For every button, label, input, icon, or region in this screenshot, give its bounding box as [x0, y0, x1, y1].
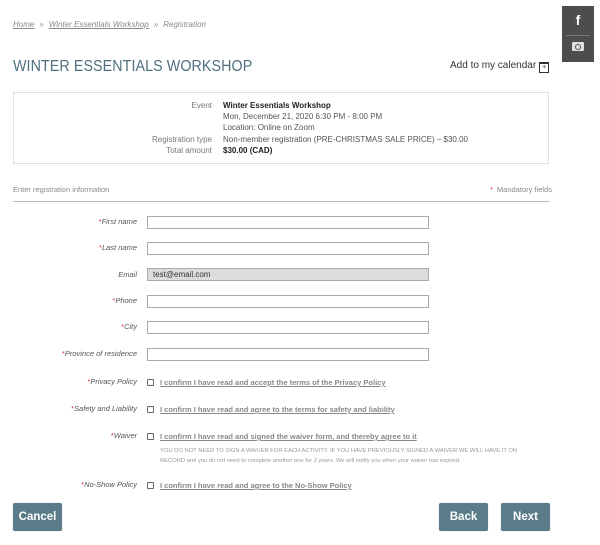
mandatory-fields-note	[490, 185, 552, 194]
add-to-calendar-link[interactable]	[450, 60, 549, 72]
calendar-plus-icon: +	[539, 62, 549, 73]
required-mark: *	[490, 185, 493, 194]
event-summary-box	[13, 92, 549, 164]
privacy-policy-label	[12, 377, 137, 386]
province-input[interactable]	[147, 348, 429, 361]
social-share-bar	[562, 6, 594, 62]
page-title: WINTER ESSENTIALS WORKSHOP	[13, 58, 253, 75]
add-to-calendar-label: Add to my calendar	[450, 60, 537, 71]
event-label: Event	[191, 101, 212, 110]
waiver-label-text: Waiver	[113, 431, 137, 440]
waiver-checkbox[interactable]	[147, 433, 154, 440]
city-input[interactable]	[147, 321, 429, 334]
waiver-note-line-2: RECORD and you do not need to complete another one for 2 years. We will notify you when your waiver has expired.	[160, 458, 461, 464]
first-name-label	[12, 217, 137, 226]
section-title: Enter registration information	[13, 185, 110, 194]
registration-type-value: Non-member registration (PRE-CHRISTMAS SALE PRICE) – $30.00	[223, 135, 468, 144]
safety-liability-label-text: Safety and Liability	[74, 404, 137, 413]
first-name-label-text: First name	[101, 217, 137, 226]
required-mark: *	[87, 377, 91, 386]
breadcrumb-event-link[interactable]: Winter Essentials Workshop	[48, 20, 149, 29]
last-name-input[interactable]	[147, 242, 429, 255]
safety-liability-checkbox[interactable]	[147, 406, 154, 413]
back-button[interactable]: Back	[439, 503, 488, 531]
mandatory-fields-label: Mandatory fields	[496, 185, 552, 194]
next-button[interactable]: Next	[501, 503, 550, 531]
no-show-policy-link[interactable]: I confirm I have read and agree to the No-Show Policy	[160, 481, 352, 490]
required-mark: *	[110, 431, 114, 440]
required-mark: *	[81, 480, 85, 489]
required-mark: *	[61, 349, 65, 358]
waiver-label	[12, 431, 137, 440]
no-show-policy-checkbox[interactable]	[147, 482, 154, 489]
waiver-link[interactable]: I confirm I have read and signed the waiver form, and thereby agree to it	[160, 432, 417, 441]
required-mark: *	[112, 296, 116, 305]
privacy-policy-link[interactable]: I confirm I have read and accept the terms of the Privacy Policy	[160, 378, 386, 387]
province-label	[12, 349, 137, 358]
total-amount-value: $30.00 (CAD)	[223, 146, 273, 155]
event-location: Location: Online on Zoom	[223, 123, 315, 132]
first-name-input[interactable]	[147, 216, 429, 229]
last-name-label-text: Last name	[101, 243, 137, 252]
registration-type-label: Registration type	[151, 135, 212, 144]
required-mark: *	[98, 217, 102, 226]
section-divider	[13, 201, 550, 202]
waiver-note-line-1: YOU DO NOT NEED TO SIGN A WAIVER FOR EACH ACTIVITY. IF YOU HAVE PREVIOUSLY SIGNED A WAIVER WE WILL HAVE IT ON	[160, 448, 518, 454]
email-label-text: Email	[118, 270, 137, 279]
safety-liability-link[interactable]: I confirm I have read and agree to the terms for safety and liability	[160, 405, 395, 414]
breadcrumb-current: Registration	[163, 20, 206, 29]
facebook-icon[interactable]: f	[575, 12, 581, 28]
event-datetime: Mon, December 21, 2020 6:30 PM - 8:00 PM	[223, 112, 383, 121]
cancel-button[interactable]: Cancel	[13, 503, 62, 531]
email-input[interactable]: test@email.com	[147, 268, 429, 281]
breadcrumb-separator: »	[39, 20, 44, 29]
total-amount-label: Total amount	[166, 146, 212, 155]
last-name-label	[12, 243, 137, 252]
event-name: Winter Essentials Workshop	[223, 101, 331, 110]
safety-liability-label	[12, 404, 137, 413]
required-mark: *	[121, 322, 125, 331]
city-label	[12, 322, 137, 331]
city-label-text: City	[124, 322, 137, 331]
instagram-icon[interactable]	[572, 42, 584, 51]
no-show-policy-label	[12, 480, 137, 489]
email-label	[12, 270, 137, 279]
phone-label	[12, 296, 137, 305]
breadcrumb-separator: »	[153, 20, 159, 29]
required-mark: *	[71, 404, 75, 413]
phone-input[interactable]	[147, 295, 429, 308]
privacy-policy-label-text: Privacy Policy	[90, 377, 137, 386]
no-show-policy-label-text: No-Show Policy	[84, 480, 137, 489]
breadcrumb	[13, 20, 206, 29]
privacy-policy-checkbox[interactable]	[147, 379, 154, 386]
required-mark: *	[99, 243, 102, 252]
province-label-text: Province of residence	[64, 349, 137, 358]
breadcrumb-home-link[interactable]: Home	[13, 20, 35, 29]
social-divider	[566, 35, 590, 36]
phone-label-text: Phone	[115, 296, 137, 305]
